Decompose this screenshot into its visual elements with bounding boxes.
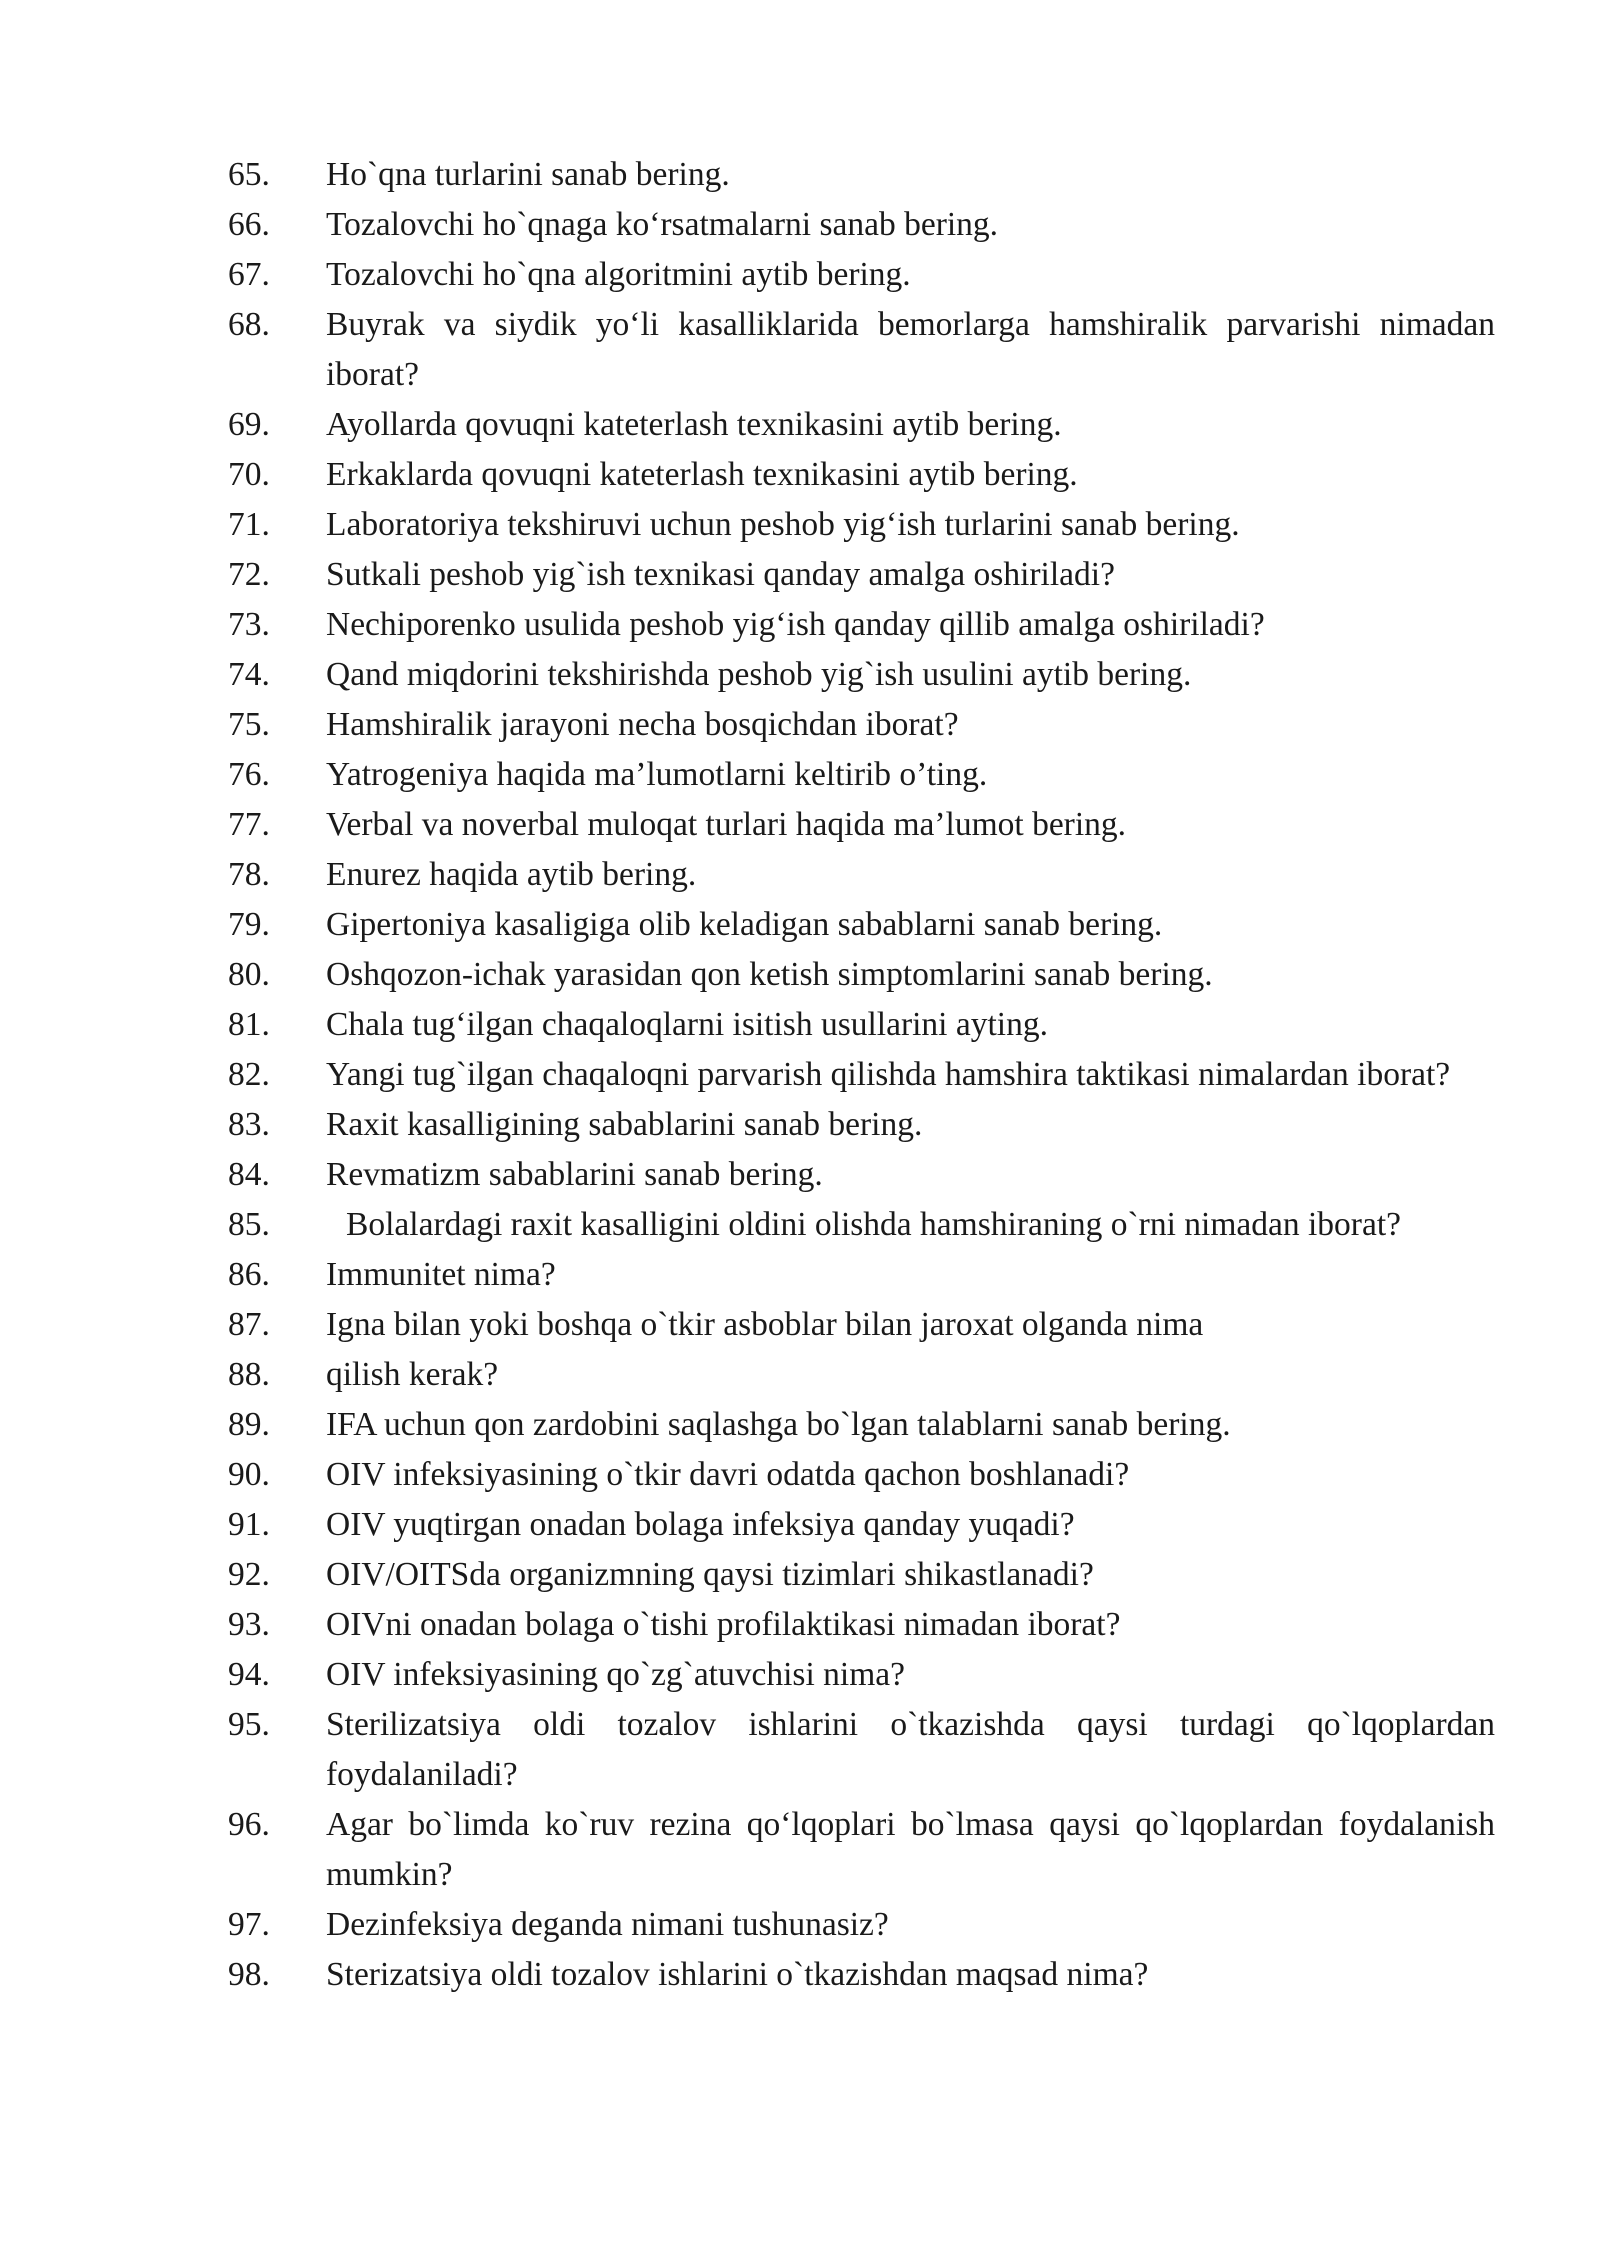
question-number: 82. [228,1056,270,1093]
question-item [228,1350,1495,1400]
question-text: OIV infeksiyasining qo`zg`atuvchisi nima? [326,1656,905,1693]
question-number: 75. [228,706,270,743]
question-item [228,800,1495,850]
question-number: 66. [228,206,270,243]
question-number: 98. [228,1956,270,1993]
question-text: Nechiporenko usulida peshob yig‘ish qanday qillib amalga oshiriladi? [326,606,1265,643]
question-number: 76. [228,756,270,793]
question-text: qilish kerak? [326,1356,499,1393]
question-number: 67. [228,256,270,293]
question-item [228,650,1495,700]
question-item [228,900,1495,950]
question-number: 96. [228,1806,270,1843]
question-number: 78. [228,856,270,893]
question-text: Immunitet nima? [326,1256,556,1293]
question-number: 80. [228,956,270,993]
question-number: 83. [228,1106,270,1143]
question-item [228,1100,1495,1150]
question-text: Sutkali peshob yig`ish texnikasi qanday amalga oshiriladi? [326,556,1115,593]
question-number: 97. [228,1906,270,1943]
question-text: OIVni onadan bolaga o`tishi profilaktikasi nimadan iborat? [326,1606,1121,1643]
question-number: 92. [228,1556,270,1593]
question-item [228,1200,1495,1250]
question-item [228,850,1495,900]
question-text: Tozalovchi ho`qnaga ko‘rsatmalarni sanab bering. [326,206,999,243]
question-number: 73. [228,606,270,643]
question-text: Bolalardagi raxit kasalligini oldini olishda hamshiraning o`rni nimadan iborat? [346,1206,1402,1243]
question-text: Revmatizm sabablarini sanab bering. [326,1156,823,1193]
question-number: 77. [228,806,270,843]
question-number: 89. [228,1406,270,1443]
question-text: Gipertoniya kasaligiga olib keladigan sabablarni sanab bering. [326,906,1163,943]
question-number: 86. [228,1256,270,1293]
question-text: Tozalovchi ho`qna algoritmini aytib bering. [326,256,911,293]
question-item [228,300,1495,400]
question-item [228,1700,1495,1800]
question-text: Sterilizatsiya oldi tozalov ishlarini o`tkazishda qaysi turdagi qo`lqoplardan foydalaniladi? [326,1706,1495,1793]
question-text: Laboratoriya tekshiruvi uchun peshob yig‘ish turlarini sanab bering. [326,506,1240,543]
question-number: 74. [228,656,270,693]
question-item [228,1300,1495,1350]
question-item [228,700,1495,750]
question-item [228,1650,1495,1700]
question-item [228,500,1495,550]
question-text: Raxit kasalligining sabablarini sanab bering. [326,1106,923,1143]
question-item [228,550,1495,600]
question-text: Agar bo`limda ko`ruv rezina qo‘lqoplari bo`lmasa qaysi qo`lqoplardan foydalanish mumkin? [326,1806,1495,1893]
question-text: Hamshiralik jarayoni necha bosqichdan iborat? [326,706,959,743]
question-item [228,400,1495,450]
question-number: 68. [228,306,270,343]
question-item [228,1900,1495,1950]
question-number: 69. [228,406,270,443]
question-text: OIV yuqtirgan onadan bolaga infeksiya qanday yuqadi? [326,1506,1075,1543]
question-text: Igna bilan yoki boshqa o`tkir asboblar bilan jaroxat olganda nima [326,1306,1204,1343]
question-text: Ho`qna turlarini sanab bering. [326,156,730,193]
question-item [228,250,1495,300]
question-item [228,750,1495,800]
question-text: IFA uchun qon zardobini saqlashga bo`lgan talablarni sanab bering. [326,1406,1231,1443]
question-number: 93. [228,1606,270,1643]
question-text: Oshqozon-ichak yarasidan qon ketish simptomlarini sanab bering. [326,956,1213,993]
question-text: Verbal va noverbal muloqat turlari haqida ma’lumot bering. [326,806,1127,843]
question-item [228,150,1495,200]
question-text: Buyrak va siydik yo‘li kasalliklarida bemorlarga hamshiralik parvarishi nimadan iborat? [326,306,1495,393]
question-item [228,1150,1495,1200]
question-number: 94. [228,1656,270,1693]
question-item [228,1600,1495,1650]
question-item [228,1400,1495,1450]
question-item [228,1800,1495,1900]
question-item [228,600,1495,650]
question-number: 84. [228,1156,270,1193]
question-number: 79. [228,906,270,943]
question-text: Yangi tug`ilgan chaqaloqni parvarish qilishda hamshira taktikasi nimalardan iborat? [326,1056,1451,1093]
question-number: 91. [228,1506,270,1543]
question-list [228,150,1495,2000]
question-text: Yatrogeniya haqida ma’lumotlarni keltirib o’ting. [326,756,988,793]
question-item [228,450,1495,500]
question-item [228,1450,1495,1500]
question-text: Erkaklarda qovuqni kateterlash texnikasini aytib bering. [326,456,1078,493]
question-text: OIV/OITSda organizmning qaysi tizimlari shikastlanadi? [326,1556,1094,1593]
question-number: 65. [228,156,270,193]
question-item [228,950,1495,1000]
question-text: OIV infeksiyasining o`tkir davri odatda qachon boshlanadi? [326,1456,1130,1493]
question-text: Sterizatsiya oldi tozalov ishlarini o`tkazishdan maqsad nima? [326,1956,1149,1993]
question-item [228,1250,1495,1300]
question-text: Qand miqdorini tekshirishda peshob yig`ish usulini aytib bering. [326,656,1192,693]
question-text: Ayollarda qovuqni kateterlash texnikasini aytib bering. [326,406,1062,443]
question-text: Enurez haqida aytib bering. [326,856,697,893]
question-item [228,1500,1495,1550]
question-number: 71. [228,506,270,543]
question-number: 72. [228,556,270,593]
question-number: 95. [228,1706,270,1743]
question-item [228,200,1495,250]
question-text: Chala tug‘ilgan chaqaloqlarni isitish usullarini ayting. [326,1006,1048,1043]
question-number: 88. [228,1356,270,1393]
question-item [228,1050,1495,1100]
question-item [228,1950,1495,2000]
question-number: 85. [228,1206,270,1243]
question-text: Dezinfeksiya deganda nimani tushunasiz? [326,1906,889,1943]
question-number: 90. [228,1456,270,1493]
question-number: 81. [228,1006,270,1043]
question-item [228,1000,1495,1050]
question-number: 87. [228,1306,270,1343]
question-item [228,1550,1495,1600]
question-number: 70. [228,456,270,493]
